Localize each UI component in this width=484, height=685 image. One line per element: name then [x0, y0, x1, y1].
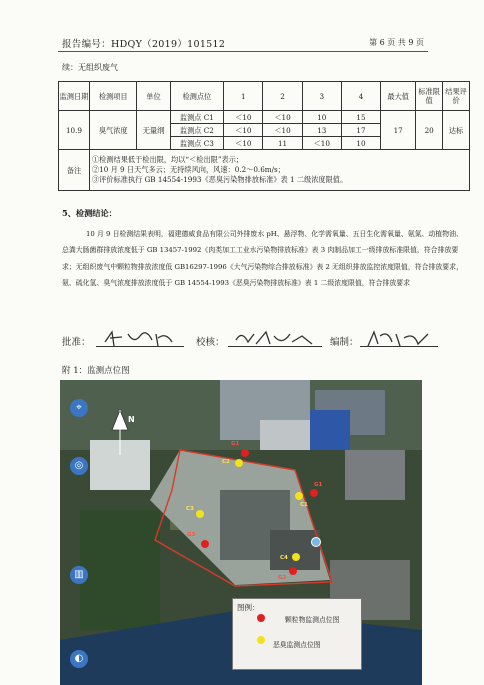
edit-signature-icon — [364, 328, 436, 350]
value-cell: ＜10 — [263, 124, 302, 137]
current-location-icon — [311, 537, 321, 547]
notes-cell — [89, 150, 469, 191]
trash-icon[interactable]: ▥ — [70, 566, 88, 584]
item-cell: 臭气浓度 — [89, 111, 137, 150]
notes-label: 备注 — [59, 150, 90, 191]
point-cell: 监测点 C2 — [170, 124, 224, 137]
monitor-point-g1-right — [310, 489, 318, 497]
monitor-point-g3 — [201, 540, 209, 548]
header-cell: 1 — [224, 82, 263, 111]
date-cell: 10.9 — [59, 111, 90, 150]
conclusion-title: 5、检测结论： — [62, 208, 117, 218]
report-number: 报告编号：HDQY（2019）101512 — [62, 39, 226, 50]
header-cell: 检测项目 — [89, 82, 137, 111]
notes-row — [59, 150, 470, 191]
value-cell: ＜10 — [302, 137, 341, 150]
check-signature-icon — [232, 328, 318, 350]
header-cell: 2 — [263, 82, 302, 111]
value-cell: ＜10 — [224, 111, 263, 124]
header-cell: 4 — [341, 82, 380, 111]
header-divider — [58, 51, 428, 52]
table-row — [59, 111, 470, 124]
header-cell: 最大值 — [381, 82, 416, 111]
header-cell: 检测点位 — [170, 82, 224, 111]
point-label: G3 — [187, 532, 196, 538]
result-cell: 达标 — [443, 111, 470, 150]
point-label: G1 — [231, 441, 240, 447]
page-indicator: 第 6 页 共 9 页 — [369, 38, 424, 47]
value-cell: ＜10 — [224, 124, 263, 137]
value-cell: 11 — [263, 137, 302, 150]
max-cell: 17 — [381, 111, 416, 150]
check-label: 校核： — [196, 337, 225, 348]
monitor-point-g1-top — [241, 449, 249, 457]
edit-label: 编制： — [330, 337, 359, 348]
unit-cell: 无量纲 — [137, 111, 170, 150]
legend-particulate-dot — [257, 614, 265, 622]
point-cell: 监测点 C3 — [170, 137, 224, 150]
monitor-point-c2 — [235, 459, 243, 467]
odor-results-table — [58, 81, 470, 191]
note-line: ③评价标准执行 GB 14554-1993《恶臭污染物排放标准》表 1 二级浓度限值。 — [91, 175, 348, 184]
legend-particulate-label: 颗粒物监测点位图 — [285, 616, 340, 624]
table-header-row — [59, 82, 470, 111]
point-label: C1 — [300, 502, 308, 508]
value-cell: 10 — [341, 137, 380, 150]
limit-cell: 20 — [416, 111, 443, 150]
value-cell: ＜10 — [224, 137, 263, 150]
point-label: G2 — [278, 575, 287, 581]
north-label: N — [128, 415, 135, 424]
monitor-point-g2 — [289, 567, 297, 575]
header-cell: 结果评价 — [443, 82, 470, 111]
point-label: C4 — [280, 555, 288, 561]
section-title: 续：无组织废气 — [62, 63, 118, 72]
note-line: ①检测结果低于检出限，均以“＜检出限”表示； — [91, 155, 244, 164]
legend-title: 图例： — [237, 603, 260, 612]
conclusion-body: 10 月 9 日检测结果表明，福建德威食品有限公司外排废水 pH、悬浮物、化学需氧量、五日生化需氧量、氨氮、动植物油、总粪大肠菌群排放浓度低于 GB 13457-1992《肉类加工工业水污染物排放标准》表 3 肉制品加工一级排放标准限值，符合排放要求；无组织废气中颗粒物排放浓度低 GB16297-1996《大气污染物综合排放标准》表 2 无组织排放监控浓度限值，符合排放要求，氨、硫化氢、臭气浓度排放浓度低于 GB 14554-1993《恶臭污染物排放标准》表 1 二级浓度限值，符合排放要求 — [62, 230, 463, 288]
approve-signature-icon — [100, 328, 180, 350]
monitor-point-c4 — [292, 553, 300, 561]
attachment-title: 附 1：监测点位图 — [62, 366, 130, 376]
value-cell: 15 — [341, 111, 380, 124]
approve-label: 批准： — [62, 337, 91, 348]
monitor-point-c1 — [295, 492, 303, 500]
header-cell: 单位 — [137, 82, 170, 111]
header-cell: 标准限值 — [416, 82, 443, 111]
point-label: C3 — [186, 506, 194, 512]
value-cell: 10 — [302, 111, 341, 124]
location-pin-icon[interactable]: ⌖ — [70, 399, 88, 417]
point-label: G1 — [314, 482, 323, 488]
note-line: ②10 月 9 日天气多云；无持续风向，风速：0.2～0.6m/s； — [91, 165, 285, 174]
value-cell: 13 — [302, 124, 341, 137]
header-cell: 监测日期 — [59, 82, 90, 111]
legend-odor-label: 恶臭监测点位图 — [273, 641, 321, 649]
map-legend — [232, 598, 362, 670]
satellite-layer-icon[interactable]: ◎ — [70, 457, 88, 475]
header-cell: 3 — [302, 82, 341, 111]
legend-odor-dot — [257, 636, 265, 644]
point-label: C2 — [222, 459, 230, 465]
point-cell: 监测点 C1 — [170, 111, 224, 124]
monitor-point-c3 — [196, 510, 204, 518]
layer-3d-icon[interactable]: ◐ — [70, 650, 88, 668]
value-cell: 17 — [341, 124, 380, 137]
value-cell: ＜10 — [263, 111, 302, 124]
